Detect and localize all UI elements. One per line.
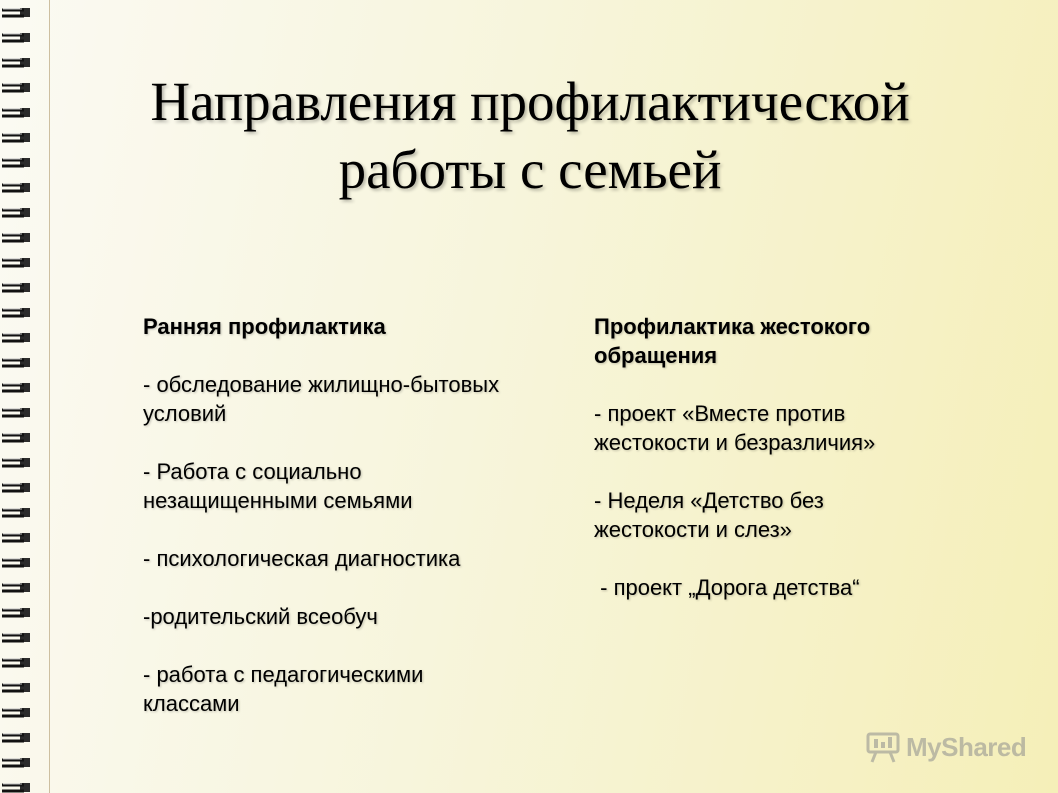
spiral-ring — [2, 333, 30, 342]
spiral-ring — [2, 8, 30, 17]
spiral-ring — [2, 383, 30, 392]
spiral-ring — [2, 558, 30, 567]
spiral-ring — [2, 258, 30, 267]
spiral-ring — [2, 283, 30, 292]
spiral-ring — [2, 683, 30, 692]
spiral-ring — [2, 183, 30, 192]
slide-title — [60, 68, 1000, 204]
spiral-ring — [2, 83, 30, 92]
spiral-ring — [2, 633, 30, 642]
spiral-ring — [2, 758, 30, 767]
spiral-ring — [2, 308, 30, 317]
spiral-ring — [2, 583, 30, 592]
left-item-2: - Работа с социально незащищенными семьями — [143, 459, 413, 513]
spiral-ring — [2, 133, 30, 142]
spiral-ring — [2, 783, 30, 792]
spiral-ring — [2, 658, 30, 667]
spiral-ring — [2, 433, 30, 442]
title-line-1: Направления профилактической — [150, 71, 910, 132]
right-item-1: - проект «Вместе против жестокости и безразличия» — [594, 401, 876, 455]
right-item-3: - проект „Дорога детства“ — [594, 575, 860, 600]
spiral-ring — [2, 708, 30, 717]
spiral-ring — [2, 458, 30, 467]
left-column-heading: Ранняя профилактика — [143, 314, 386, 339]
spiral-ring — [2, 108, 30, 117]
left-column — [143, 312, 506, 718]
title-line-2: работы с семьей — [338, 139, 722, 200]
spiral-ring — [2, 533, 30, 542]
right-column — [594, 312, 894, 602]
spiral-ring — [2, 408, 30, 417]
spiral-ring — [2, 58, 30, 67]
logo-text: MyShared — [906, 731, 1027, 762]
left-item-3: - психологическая диагностика — [143, 546, 461, 571]
spiral-ring — [2, 33, 30, 42]
spiral-ring — [2, 158, 30, 167]
right-column-heading: Профилактика жестокого обращения — [594, 314, 871, 368]
right-item-2: - Неделя «Детство без жестокости и слез» — [594, 488, 830, 542]
margin-line — [49, 0, 50, 793]
spiral-ring — [2, 358, 30, 367]
spiral-ring — [2, 608, 30, 617]
spiral-ring — [2, 508, 30, 517]
spiral-ring — [2, 208, 30, 217]
left-item-1: - обследование жилищно-бытовых условий — [143, 372, 506, 426]
presentation-board-icon — [866, 731, 900, 763]
left-item-5: - работа с педагогическими классами — [143, 662, 430, 716]
notebook-spiral-binding — [0, 0, 34, 793]
spiral-ring — [2, 233, 30, 242]
left-item-4: -родительский всеобуч — [143, 604, 378, 629]
myshared-logo[interactable] — [866, 729, 1026, 765]
spiral-ring — [2, 483, 30, 492]
spiral-ring — [2, 733, 30, 742]
